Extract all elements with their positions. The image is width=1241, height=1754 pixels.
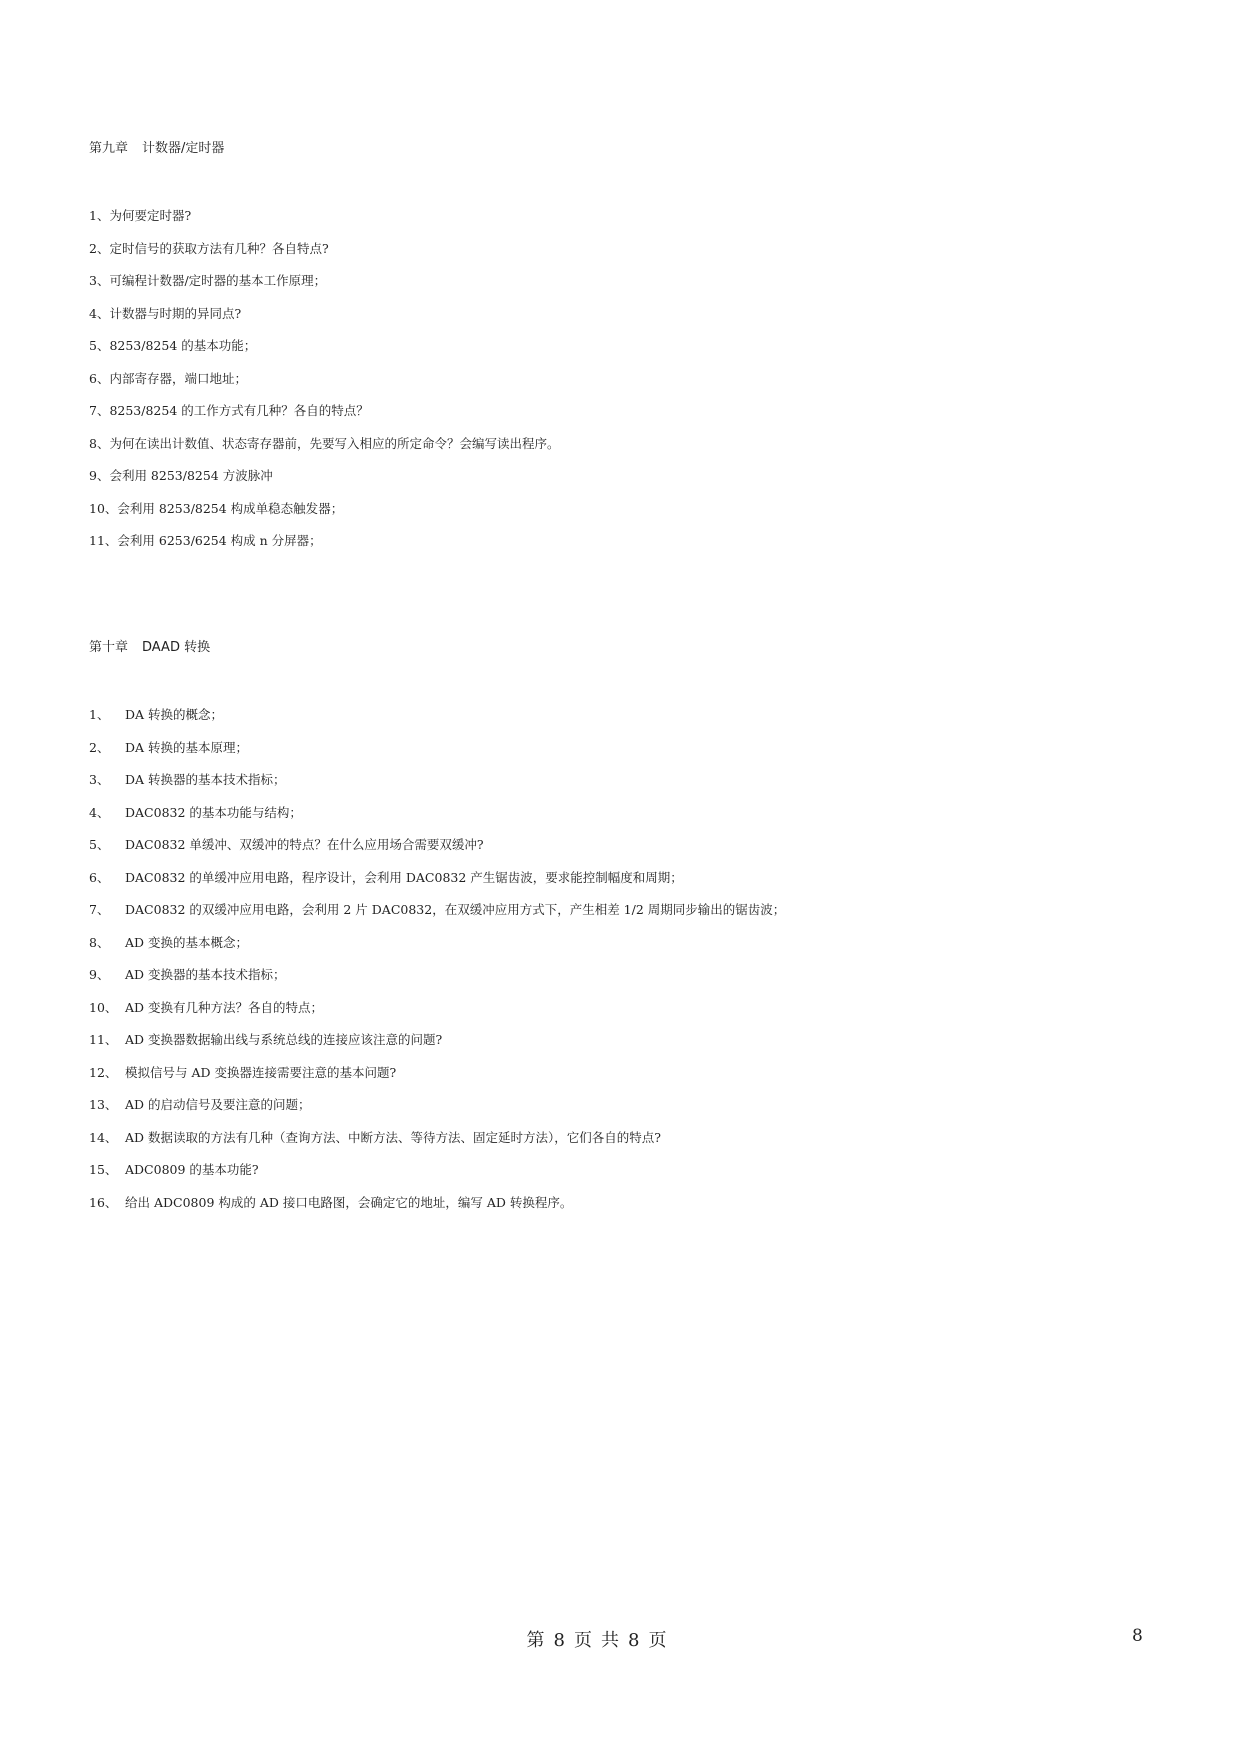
chapter9-title: 计数器/定时器: [142, 141, 225, 156]
chapter9-list: [89, 206, 559, 564]
list-item: [89, 933, 785, 966]
chapter9-number: 第九章: [89, 141, 129, 156]
item-number: 8、: [89, 934, 110, 950]
item-text: DAC0832 的基本功能与结构；: [125, 804, 302, 820]
list-item: [89, 900, 785, 933]
list-item: 1、为何要定时器?: [89, 208, 192, 223]
item-text: DAC0832 单缓冲、双缓冲的特点？在什么应用场合需要双缓冲?: [125, 837, 484, 852]
chapter10-list: [89, 705, 785, 1225]
item-number: 16、: [89, 1194, 118, 1210]
item-text: AD 的启动信号及要注意的问题；: [125, 1097, 311, 1112]
footer-total-pages: 8: [628, 1630, 641, 1651]
chapter10-title: DAAD 转换: [142, 640, 211, 655]
list-item: 2、定时信号的获取方法有几种？各自特点?: [89, 240, 329, 256]
list-item: [89, 1193, 785, 1226]
item-number: 1、: [89, 707, 110, 722]
page-footer: [0, 1626, 1194, 1652]
item-text: DAC0832 的双缓冲应用电路，会利用 2 片 DAC0832，在双缓冲应用方式下，产生相差 1/2 周期同步输出的锯齿波；: [125, 902, 786, 917]
item-text: 模拟信号与 AD 变换器连接需要注意的基本问题?: [125, 1064, 397, 1080]
list-item: [89, 1095, 785, 1128]
item-text: DA 转换器的基本技术指标；: [125, 772, 286, 787]
list-item: [89, 965, 785, 998]
list-item: 8、为何在读出计数值、状态寄存器前，先要写入相应的所定命令？会编写读出程序。: [89, 435, 560, 451]
list-item: 9、会利用 8253/8254 方波脉冲: [89, 468, 273, 483]
list-item: 5、8253/8254 的基本功能；: [89, 338, 257, 353]
item-text: AD 变换的基本概念；: [125, 934, 249, 950]
item-text: AD 变换器的基本技术指标；: [125, 967, 286, 982]
item-text: AD 变换器数据输出线与系统总线的连接应该注意的问题?: [125, 1032, 443, 1047]
footer-word: 页: [648, 1630, 668, 1651]
list-item: 4、计数器与时期的异同点?: [89, 305, 242, 321]
footer-word: 页: [574, 1630, 593, 1651]
list-item: [89, 770, 785, 803]
list-item: [89, 1063, 785, 1096]
list-item: [89, 1030, 785, 1063]
list-item: [89, 738, 785, 771]
list-item: [89, 1128, 785, 1161]
chapter10-number: 第十章: [89, 640, 129, 655]
list-item: [89, 803, 785, 836]
item-text: DA 转换的基本原理；: [125, 739, 249, 755]
item-number: 11、: [89, 1032, 118, 1047]
item-number: 9、: [89, 967, 110, 982]
item-number: 7、: [89, 902, 110, 917]
item-number: 12、: [89, 1064, 118, 1080]
list-item: 6、内部寄存器，端口地址；: [89, 370, 247, 386]
item-number: 6、: [89, 869, 110, 885]
item-number: 4、: [89, 804, 110, 820]
list-item: [89, 1160, 785, 1193]
item-number: 10、: [89, 999, 118, 1015]
list-item: 7、8253/8254 的工作方式有几种？各自的特点？: [89, 403, 369, 418]
footer-word: 第: [526, 1630, 546, 1651]
list-item: [89, 835, 785, 868]
item-number: 3、: [89, 772, 110, 787]
item-text: DAC0832 的单缓冲应用电路，程序设计，会利用 DAC0832 产生锯齿波，要求能控制幅度和周期；: [125, 869, 683, 885]
chapter10-heading: [89, 636, 210, 655]
item-text: AD 数据读取的方法有几种（查询方法、中断方法、等待方法、固定延时方法），它们各自的特点?: [125, 1129, 661, 1145]
footer-current-page: 8: [553, 1630, 566, 1651]
item-number: 15、: [89, 1162, 118, 1177]
list-item: [89, 868, 785, 901]
list-item: [89, 998, 785, 1031]
item-text: DA 转换的概念；: [125, 707, 224, 722]
item-number: 14、: [89, 1129, 118, 1145]
list-item: 3、可编程计数器/定时器的基本工作原理；: [89, 273, 327, 288]
list-item: [89, 705, 785, 738]
item-text: ADC0809 的基本功能?: [125, 1162, 259, 1177]
item-text: 给出 ADC0809 构成的 AD 接口电路图，会确定它的地址，编写 AD 转换程序。: [125, 1194, 573, 1210]
list-item: 11、会利用 6253/6254 构成 n 分屏器；: [89, 533, 322, 548]
item-number: 2、: [89, 739, 110, 755]
list-item: 10、会利用 8253/8254 构成单稳态触发器；: [89, 500, 344, 516]
item-text: AD 变换有几种方法？各自的特点；: [125, 999, 324, 1015]
chapter9-heading: [89, 137, 224, 156]
footer-word: 共: [601, 1630, 620, 1651]
item-number: 13、: [89, 1097, 118, 1112]
item-number: 5、: [89, 837, 110, 852]
page-number: 8: [1132, 1626, 1143, 1646]
